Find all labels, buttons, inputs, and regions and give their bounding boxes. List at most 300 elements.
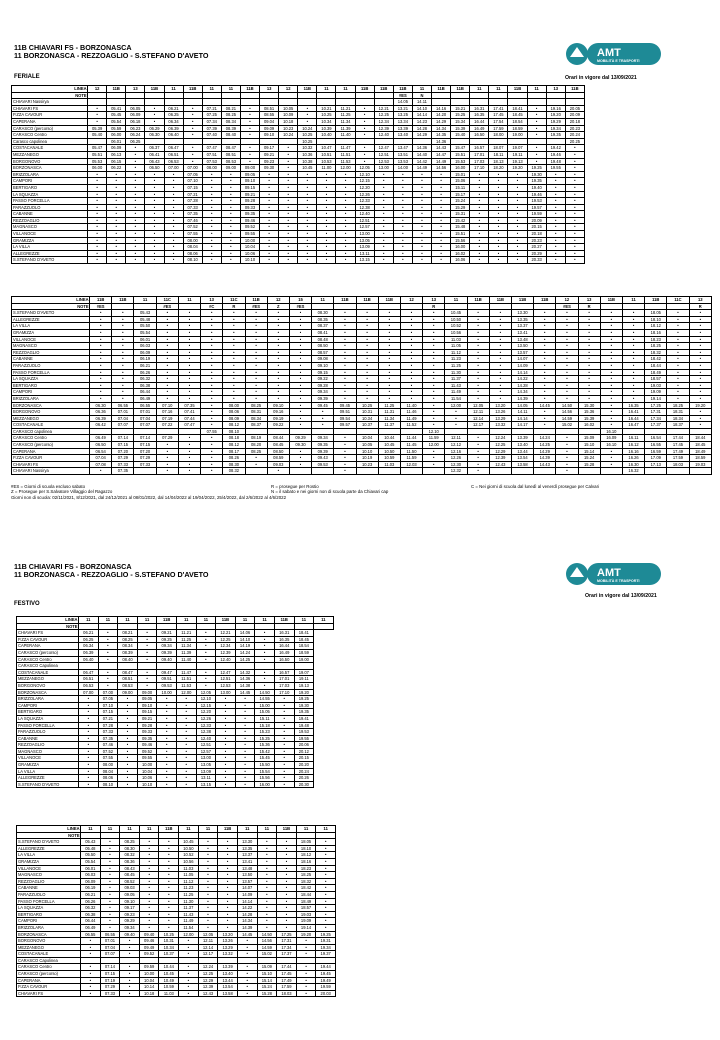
time-cell: • xyxy=(317,217,336,224)
time-cell: • xyxy=(100,905,120,912)
time-cell: • xyxy=(546,244,565,251)
time-cell xyxy=(107,99,126,106)
time-cell: • xyxy=(235,768,255,775)
time-cell: • xyxy=(374,231,393,238)
table-row xyxy=(17,715,334,722)
time-cell: • xyxy=(156,389,178,396)
time-cell: 12.47 xyxy=(374,145,393,152)
time-cell: 05.47 xyxy=(88,145,107,152)
time-cell: • xyxy=(470,237,489,244)
time-cell: 15.28 xyxy=(578,461,600,468)
time-cell: • xyxy=(88,191,107,198)
table-row xyxy=(17,689,334,696)
stop-name: MAGNASCO xyxy=(17,872,81,879)
time-cell: • xyxy=(334,369,356,376)
time-cell: • xyxy=(255,630,275,637)
time-cell: • xyxy=(296,971,316,978)
time-cell xyxy=(508,138,527,145)
table-row xyxy=(17,663,334,670)
time-cell: 15.36 xyxy=(578,409,600,416)
time-cell: • xyxy=(79,722,99,729)
stop-name: REZZOAGLIO xyxy=(17,742,79,749)
stop-name: VILLANOCE xyxy=(12,231,88,238)
stop-name: CABANNE xyxy=(17,885,81,892)
time-cell: 11.39 xyxy=(176,649,196,656)
time-cell: 06.44 xyxy=(81,918,101,925)
time-cell: • xyxy=(240,132,259,139)
time-cell: • xyxy=(157,722,177,729)
time-cell: 07.08 xyxy=(90,461,112,468)
time-cell: 08.10 xyxy=(183,257,202,264)
time-cell: • xyxy=(201,435,223,442)
time-cell: 14.24 xyxy=(235,649,255,656)
time-cell: 18.41 xyxy=(508,105,527,112)
time-cell: • xyxy=(423,402,445,409)
time-cell: • xyxy=(600,323,622,330)
time-cell: • xyxy=(145,184,164,191)
time-cell: • xyxy=(198,911,218,918)
time-cell xyxy=(400,468,422,475)
time-cell: 17.13 xyxy=(645,461,667,468)
time-cell: • xyxy=(316,918,336,925)
time-cell: • xyxy=(183,132,202,139)
time-cell: • xyxy=(139,839,159,846)
time-cell: 07.05 xyxy=(183,171,202,178)
time-cell: 07.14 xyxy=(100,964,120,971)
time-cell: • xyxy=(374,178,393,185)
time-cell: • xyxy=(556,369,578,376)
time-cell: • xyxy=(689,376,711,383)
time-cell: • xyxy=(298,211,317,218)
stop-name: CARASCO (percorso) xyxy=(12,125,88,132)
time-cell: 15.28 xyxy=(257,990,277,997)
time-cell: • xyxy=(164,204,183,211)
time-cell: 06.40 xyxy=(79,656,99,663)
time-cell: 14.39 xyxy=(534,455,556,462)
time-cell: 13.41 xyxy=(511,329,533,336)
time-cell: 06.23 xyxy=(126,125,145,132)
time-cell: • xyxy=(81,971,101,978)
time-cell: 19.07 xyxy=(294,669,314,676)
time-cell: • xyxy=(489,257,508,264)
time-cell: 13.44 xyxy=(511,448,533,455)
time-cell: 05.51 xyxy=(88,151,107,158)
time-cell: 18.07 xyxy=(489,145,508,152)
time-cell: 12.40 xyxy=(216,656,236,663)
time-cell: 08.18 xyxy=(223,435,245,442)
time-cell: • xyxy=(107,178,126,185)
time-cell: 05.50 xyxy=(134,323,156,330)
time-cell: • xyxy=(277,845,297,852)
time-cell xyxy=(546,99,565,106)
header-cell xyxy=(336,92,355,99)
time-cell: 17.49 xyxy=(667,448,689,455)
time-cell: • xyxy=(79,742,99,749)
time-cell: • xyxy=(221,237,240,244)
time-cell: 16.00 xyxy=(451,165,470,172)
time-cell: 18.23 xyxy=(645,336,667,343)
time-cell: 11.05 xyxy=(445,343,467,350)
time-cell: • xyxy=(159,891,179,898)
time-cell: • xyxy=(556,323,578,330)
time-cell: 17.44 xyxy=(667,435,689,442)
time-cell: • xyxy=(546,250,565,257)
time-cell: 12.39 xyxy=(489,455,511,462)
table-row xyxy=(17,872,336,879)
time-cell: • xyxy=(355,158,374,165)
time-cell: 12.34 xyxy=(216,643,236,650)
time-cell: • xyxy=(508,211,527,218)
time-cell: • xyxy=(296,938,316,945)
stop-name: LA VILLA xyxy=(17,852,81,859)
time-cell: • xyxy=(378,382,400,389)
table-row xyxy=(17,905,336,912)
header-cell: 11 xyxy=(527,86,546,93)
time-cell: • xyxy=(139,865,159,872)
table-row xyxy=(12,191,585,198)
time-cell: 08.45 xyxy=(120,872,140,879)
time-cell: 11.12 xyxy=(445,349,467,356)
time-cell: • xyxy=(126,151,145,158)
time-cell: • xyxy=(240,118,259,125)
time-cell xyxy=(432,99,451,106)
table-row xyxy=(12,316,712,323)
time-cell: 17.25 xyxy=(645,402,667,409)
table-row xyxy=(12,99,585,106)
time-cell: 17.10 xyxy=(274,689,294,696)
time-cell: • xyxy=(267,389,289,396)
time-cell: • xyxy=(176,702,196,709)
time-cell: • xyxy=(100,924,120,931)
time-cell: • xyxy=(534,356,556,363)
time-cell: • xyxy=(556,455,578,462)
time-cell: 11.30 xyxy=(445,369,467,376)
time-cell: • xyxy=(467,382,489,389)
stop-name: MAGNASCO xyxy=(12,343,90,350)
time-cell: 10.39 xyxy=(317,125,336,132)
time-cell: • xyxy=(139,852,159,859)
time-cell: • xyxy=(289,415,311,422)
time-cell xyxy=(378,428,400,435)
header-cell xyxy=(107,92,126,99)
header-cell: N xyxy=(412,92,431,99)
header-cell xyxy=(145,92,164,99)
note-n: N = il sabato e nei giorni non di scuola parte da Chiavari cap xyxy=(271,489,389,495)
time-cell: 05.48 xyxy=(134,316,156,323)
route-title-line1: 11B CHIAVARI FS - BORZONASCA xyxy=(14,43,132,52)
time-cell: 17.34 xyxy=(277,944,297,951)
time-cell: • xyxy=(546,191,565,198)
time-cell xyxy=(527,138,546,145)
time-cell: 06.32 xyxy=(134,376,156,383)
time-cell: 15.51 xyxy=(451,231,470,238)
time-cell xyxy=(98,663,118,670)
header-cell: 11 xyxy=(118,617,138,624)
header-cell: 11B xyxy=(600,297,622,304)
time-cell: • xyxy=(556,389,578,396)
time-cell: 14.56 xyxy=(556,409,578,416)
time-cell: • xyxy=(356,323,378,330)
time-cell: • xyxy=(107,224,126,231)
table-row xyxy=(17,702,334,709)
table-row xyxy=(12,389,712,396)
time-cell: • xyxy=(423,310,445,317)
time-cell: • xyxy=(470,204,489,211)
time-cell: • xyxy=(378,376,400,383)
time-cell: • xyxy=(178,336,200,343)
stop-name: LA SQUAZZA xyxy=(17,715,79,722)
header-cell xyxy=(600,303,622,310)
time-cell: 06.29 xyxy=(145,125,164,132)
time-cell: • xyxy=(689,356,711,363)
time-cell: • xyxy=(600,402,622,409)
time-cell: • xyxy=(156,395,178,402)
time-cell: • xyxy=(221,231,240,238)
time-cell: 19.11 xyxy=(508,151,527,158)
time-cell: 07.28 xyxy=(98,722,118,729)
time-cell: • xyxy=(470,244,489,251)
time-cell: • xyxy=(223,336,245,343)
time-cell: 09.29 xyxy=(289,435,311,442)
time-cell: 11.59 xyxy=(400,455,422,462)
time-cell: • xyxy=(489,198,508,205)
time-cell xyxy=(645,468,667,475)
timetable-feriale-return xyxy=(11,296,712,475)
header-cell: 11B xyxy=(112,297,134,304)
time-cell: • xyxy=(216,709,236,716)
time-cell: • xyxy=(527,145,546,152)
time-cell: • xyxy=(565,237,584,244)
time-cell: 15.45 xyxy=(255,755,275,762)
header-cell xyxy=(257,832,277,839)
stop-name: CABANNE xyxy=(12,356,90,363)
time-cell: 07.15 xyxy=(134,442,156,449)
time-cell: • xyxy=(245,382,267,389)
header-cell: 11 xyxy=(139,826,159,833)
time-cell: 15.09 xyxy=(578,435,600,442)
time-cell: • xyxy=(546,217,565,224)
time-cell: 10.34 xyxy=(317,118,336,125)
table-row xyxy=(12,184,585,191)
table-row xyxy=(12,435,712,442)
time-cell: 13.58 xyxy=(218,990,238,997)
time-cell: 07.29 xyxy=(134,455,156,462)
header-cell: 11 xyxy=(178,297,200,304)
header-row-note xyxy=(12,303,712,310)
time-cell: 07.04 xyxy=(100,944,120,951)
time-cell: • xyxy=(179,964,199,971)
time-cell: • xyxy=(600,336,622,343)
time-cell: 10.45 xyxy=(298,165,317,172)
time-cell: • xyxy=(393,204,412,211)
time-cell: • xyxy=(235,729,255,736)
time-cell: • xyxy=(257,845,277,852)
time-cell: 06.47 xyxy=(79,669,99,676)
time-cell: 12.00 xyxy=(423,442,445,449)
time-cell: 06.55 xyxy=(81,931,101,938)
table-row xyxy=(17,944,336,951)
time-cell: • xyxy=(298,237,317,244)
time-cell: 08.50 xyxy=(267,448,289,455)
time-cell: 09.34 xyxy=(312,435,334,442)
time-cell xyxy=(279,99,298,106)
time-cell: 08.04 xyxy=(183,244,202,251)
time-cell: • xyxy=(298,250,317,257)
time-cell: • xyxy=(400,343,422,350)
time-cell: • xyxy=(489,310,511,317)
time-cell: • xyxy=(156,382,178,389)
time-cell: • xyxy=(274,775,294,782)
table-row xyxy=(17,964,336,971)
time-cell xyxy=(689,468,711,475)
time-cell: 18.12 xyxy=(645,323,667,330)
table-row xyxy=(17,839,336,846)
time-cell: • xyxy=(159,924,179,931)
time-cell: 09.53 xyxy=(157,682,177,689)
time-cell xyxy=(118,663,138,670)
time-cell: • xyxy=(139,911,159,918)
time-cell: 13.48 xyxy=(511,336,533,343)
stop-name: P.ZZA CAVOUR xyxy=(12,112,88,119)
time-cell: • xyxy=(296,977,316,984)
time-cell: 10.18 xyxy=(279,118,298,125)
time-cell: 09.34 xyxy=(157,643,177,650)
header-cell: 11B xyxy=(216,617,236,624)
time-cell: • xyxy=(237,938,257,945)
time-cell: • xyxy=(336,257,355,264)
time-cell: • xyxy=(107,211,126,218)
time-cell: 15.24 xyxy=(257,984,277,991)
time-cell: • xyxy=(316,885,336,892)
header-cell: #ES xyxy=(245,303,267,310)
time-cell: • xyxy=(157,768,177,775)
time-cell: 09.40 xyxy=(139,931,159,938)
stop-name: PASSO FORCELLA xyxy=(17,722,79,729)
time-cell: • xyxy=(79,696,99,703)
time-cell: • xyxy=(279,165,298,172)
time-cell: • xyxy=(445,422,467,429)
table-row xyxy=(17,885,336,892)
time-cell: • xyxy=(237,990,257,997)
time-cell: • xyxy=(689,336,711,343)
time-cell: • xyxy=(218,852,238,859)
time-cell: • xyxy=(467,343,489,350)
time-cell: 13.39 xyxy=(218,964,238,971)
time-cell: • xyxy=(423,336,445,343)
time-cell: • xyxy=(289,369,311,376)
time-cell: • xyxy=(79,729,99,736)
time-cell: • xyxy=(164,184,183,191)
header-cell xyxy=(176,623,196,630)
time-cell: 08.53 xyxy=(118,682,138,689)
time-cell: • xyxy=(578,395,600,402)
time-cell: 10.00 xyxy=(139,971,159,978)
time-cell: • xyxy=(489,211,508,218)
time-cell: • xyxy=(467,336,489,343)
table-row xyxy=(12,224,585,231)
time-cell xyxy=(534,428,556,435)
time-cell: 15.06 xyxy=(451,178,470,185)
time-cell: • xyxy=(432,257,451,264)
time-cell: 18.59 xyxy=(294,649,314,656)
time-cell: 12.26 xyxy=(196,715,216,722)
time-cell: • xyxy=(178,356,200,363)
table-row xyxy=(12,237,585,244)
time-cell: • xyxy=(139,905,159,912)
time-cell: 12.51 xyxy=(216,676,236,683)
time-cell: 06.30 xyxy=(90,402,112,409)
time-cell: • xyxy=(527,132,546,139)
time-cell: • xyxy=(112,382,134,389)
time-cell: 10.49 xyxy=(159,977,179,984)
header-cell xyxy=(317,92,336,99)
time-cell: 15.48 xyxy=(451,224,470,231)
time-cell: 11.05 xyxy=(179,872,199,879)
time-cell: • xyxy=(202,211,221,218)
stop-name: CARASCO (percorso) xyxy=(12,442,90,449)
time-cell: • xyxy=(423,382,445,389)
time-cell xyxy=(312,468,334,475)
time-cell: 12.17 xyxy=(467,422,489,429)
time-cell: 09.19 xyxy=(267,415,289,422)
time-cell: • xyxy=(508,257,527,264)
time-cell: 13.09 xyxy=(355,244,374,251)
time-cell: • xyxy=(600,362,622,369)
stop-name: PARAZZUOLO xyxy=(12,204,88,211)
time-cell: • xyxy=(489,237,508,244)
stop-name: BRIZZOLARA xyxy=(17,924,81,931)
time-cell: • xyxy=(176,696,196,703)
time-cell: 06.53 xyxy=(79,682,99,689)
time-cell: • xyxy=(667,343,689,350)
time-cell: • xyxy=(221,198,240,205)
time-cell: • xyxy=(274,702,294,709)
time-cell: • xyxy=(223,323,245,330)
time-cell: • xyxy=(157,775,177,782)
time-cell: • xyxy=(556,362,578,369)
stop-name: LA SQUAZZA xyxy=(17,905,81,912)
time-cell: • xyxy=(289,336,311,343)
time-cell: 13.05 xyxy=(196,762,216,769)
time-cell: 07.53 xyxy=(202,158,221,165)
time-cell: • xyxy=(178,461,200,468)
time-cell: 15.25 xyxy=(451,112,470,119)
time-cell: 15.30 xyxy=(578,402,600,409)
stop-name: VILLANOCE xyxy=(17,865,81,872)
time-cell: 08.36 xyxy=(120,858,140,865)
time-cell: • xyxy=(201,415,223,422)
time-cell: • xyxy=(81,984,101,991)
table-row xyxy=(17,630,334,637)
time-cell: • xyxy=(467,376,489,383)
header-cell xyxy=(511,303,533,310)
time-cell: • xyxy=(81,951,101,958)
time-cell: 15.54 xyxy=(255,768,275,775)
time-cell: • xyxy=(534,329,556,336)
time-cell: • xyxy=(600,395,622,402)
time-cell xyxy=(393,138,412,145)
table-row xyxy=(17,742,334,749)
time-cell: • xyxy=(423,422,445,429)
time-cell: • xyxy=(296,944,316,951)
stop-name: COSTACANALE xyxy=(17,669,79,676)
header-cell xyxy=(237,832,257,839)
stop-name: PARAZZUOLO xyxy=(17,891,81,898)
time-cell: 07.14 xyxy=(112,435,134,442)
time-cell: • xyxy=(622,349,644,356)
time-cell: • xyxy=(267,395,289,402)
table-row xyxy=(17,735,334,742)
